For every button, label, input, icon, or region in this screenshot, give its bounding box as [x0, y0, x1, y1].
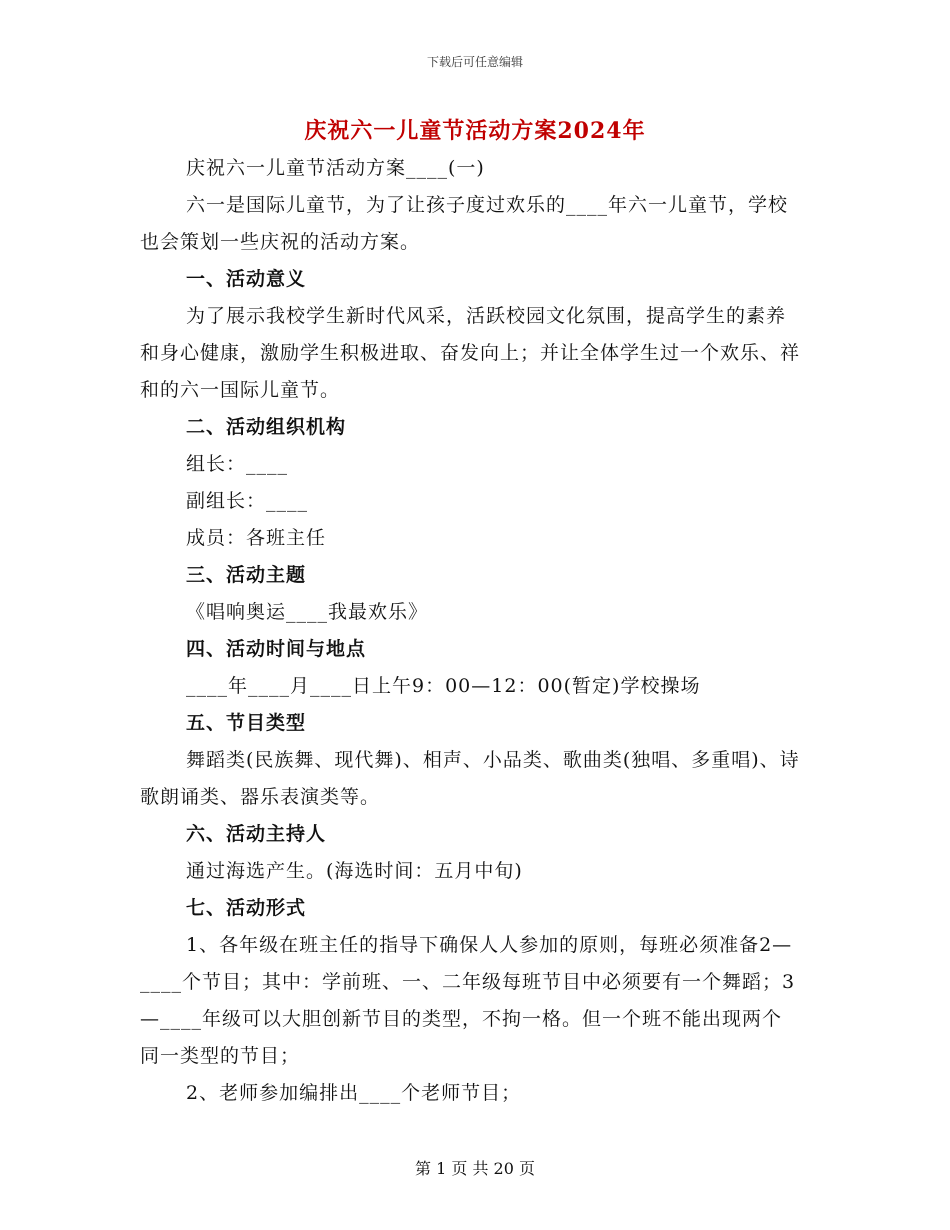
paragraph: ____年____月____日上午9：00—12：00(暂定)学校操场: [186, 675, 701, 697]
section-heading: 五、节目类型: [186, 712, 307, 734]
paragraph: 成员：各班主任: [186, 527, 327, 549]
page-footer: 第 1 页 共 20 页: [415, 1159, 535, 1178]
section-heading: 六、活动主持人: [186, 823, 327, 845]
section-heading: 四、活动时间与地点: [186, 638, 367, 660]
page-header: 下载后可任意编辑: [426, 55, 523, 69]
paragraph: 副组长：____: [186, 490, 309, 512]
paragraph: 1、各年级在班主任的指导下确保人人参加的原则，每班必须准备2—____个节目；其中：学前班、一、二年级每班节目中必须要有一个舞蹈；3—____年级可以大胆创新节目的类型，不拘一格。但一个班不能出现两个同一类型的节目；: [140, 934, 796, 1067]
section-heading: 七、活动形式: [186, 897, 307, 919]
document-title: 庆祝六一儿童节活动方案2024年: [304, 118, 646, 144]
paragraph: 《唱响奥运____我最欢乐》: [186, 601, 429, 623]
paragraph: 2、老师参加编排出____个老师节目；: [186, 1082, 522, 1104]
document-body: [140, 150, 800, 1112]
section-heading: 一、活动意义: [186, 268, 307, 290]
paragraph: 通过海选产生。(海选时间：五月中旬): [186, 860, 523, 882]
paragraph: 庆祝六一儿童节活动方案____(一): [186, 157, 485, 179]
paragraph: 为了展示我校学生新时代风采，活跃校园文化氛围，提高学生的素养和身心健康，激励学生积极进取、奋发向上；并让全体学生过一个欢乐、祥和的六一国际儿童节。: [140, 305, 801, 401]
paragraph: 舞蹈类(民族舞、现代舞)、相声、小品类、歌曲类(独唱、多重唱)、诗歌朗诵类、器乐表演类等。: [140, 749, 800, 808]
section-heading: 二、活动组织机构: [186, 416, 347, 438]
paragraph: 六一是国际儿童节，为了让孩子度过欢乐的____年六一儿童节，学校也会策划一些庆祝的活动方案。: [140, 194, 789, 253]
section-heading: 三、活动主题: [186, 564, 307, 586]
paragraph: 组长：____: [186, 453, 289, 475]
